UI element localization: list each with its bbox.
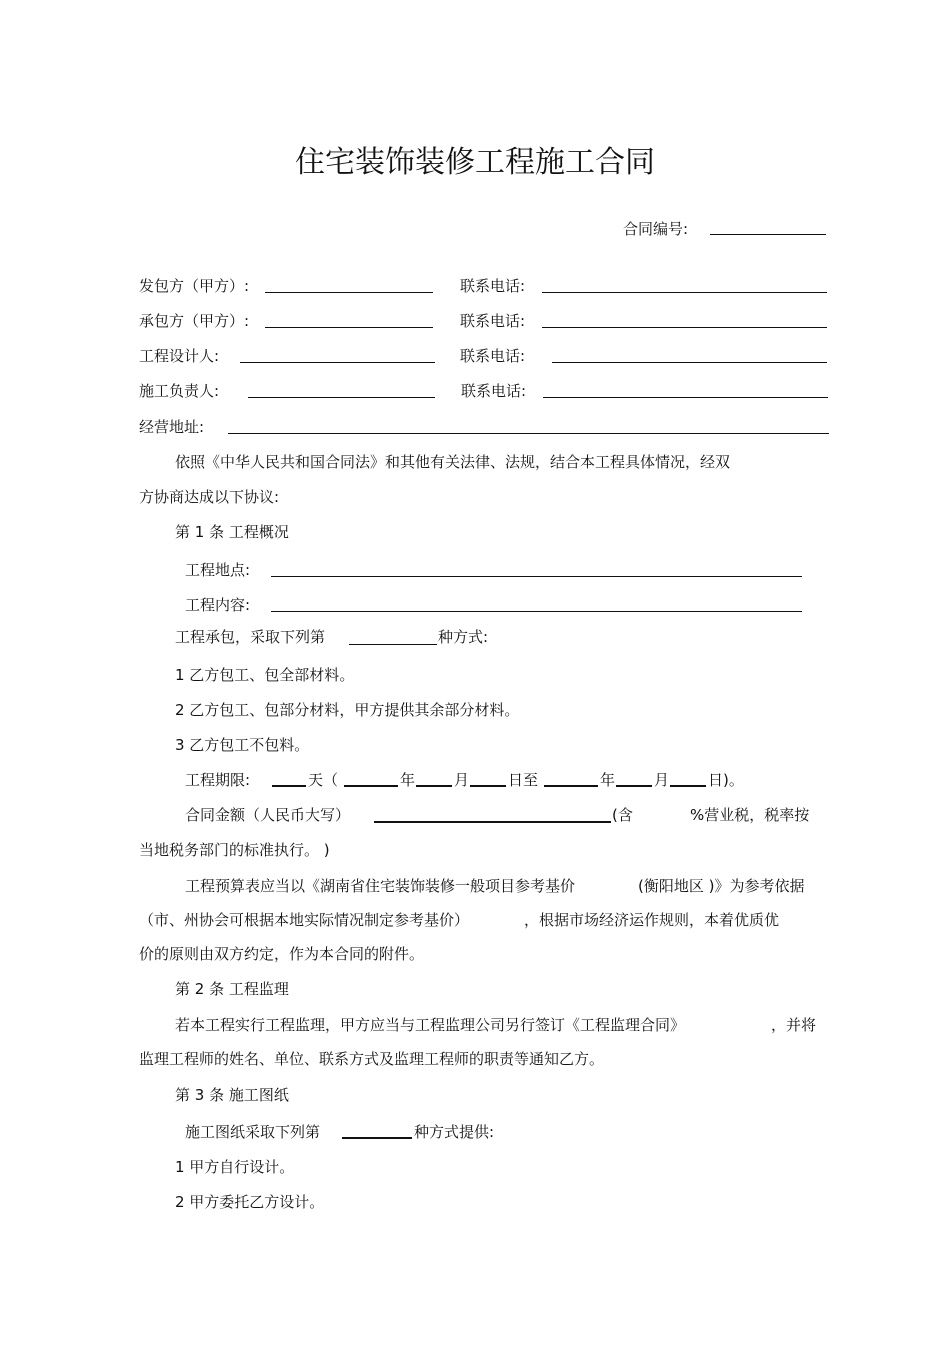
period-from-text: 日至 (508, 771, 539, 789)
drawing-option-1: 1 甲方自行设计。 (175, 1158, 295, 1176)
contractor-label: 承包方（甲方）: (139, 312, 250, 330)
period-day-text: 天（ (308, 771, 339, 789)
period-month2-text: 月 (654, 771, 670, 789)
client-phone-label: 联系电话: (460, 277, 526, 295)
period-label: 工程期限: (185, 771, 251, 789)
contractor-field[interactable] (265, 327, 433, 328)
manager-label: 施工负责人: (139, 382, 220, 400)
client-field[interactable] (265, 292, 433, 293)
client-label: 发包方（甲方）: (139, 277, 250, 295)
article-1-heading: 第 1 条 工程概况 (175, 523, 289, 541)
period-year2-text: 年 (600, 771, 616, 789)
article-2-line-2: 监理工程师的姓名、单位、联系方式及监理工程师的职责等通知乙方。 (139, 1050, 605, 1068)
intro-line-2: 方协商达成以下协议: (139, 488, 280, 506)
contract-no-label: 合同编号: (623, 220, 689, 238)
period-month1-text: 月 (454, 771, 470, 789)
manager-field[interactable] (248, 397, 435, 398)
budget-line-3: 价的原则由双方约定，作为本合同的附件。 (139, 945, 425, 963)
amount-line-2: 当地税务部门的标准执行。 ) (139, 841, 330, 859)
manager-phone-label: 联系电话: (461, 382, 527, 400)
drawing-mode-prefix: 施工图纸采取下列第 (185, 1123, 321, 1141)
amount-incl: (含 (612, 806, 633, 824)
manager-phone-field[interactable] (543, 397, 828, 398)
site-field[interactable] (271, 576, 802, 577)
option-1: 1 乙方包工、包全部材料。 (175, 666, 355, 684)
intro-line-1: 依照《中华人民共和国合同法》和其他有关法律、法规，结合本工程具体情况，经双 (175, 453, 731, 471)
mode-suffix: 种方式: (438, 628, 489, 646)
period-days-field[interactable] (272, 785, 306, 787)
page-title: 住宅装饰装修工程施工合同 (295, 145, 655, 180)
address-field[interactable] (228, 433, 829, 434)
content-field[interactable] (271, 611, 802, 612)
client-phone-field[interactable] (542, 292, 827, 293)
period-month2-field[interactable] (616, 785, 652, 787)
designer-phone-field[interactable] (552, 362, 827, 363)
article-3-heading: 第 3 条 施工图纸 (175, 1086, 289, 1104)
period-end-text: 日)。 (708, 771, 744, 789)
drawing-mode-field[interactable] (342, 1137, 412, 1139)
period-day2-field[interactable] (670, 785, 706, 787)
designer-field[interactable] (240, 362, 435, 363)
amount-label: 合同金额（人民币大写） (185, 806, 351, 824)
article-2-heading: 第 2 条 工程监理 (175, 980, 289, 998)
option-3: 3 乙方包工不包料。 (175, 736, 310, 754)
budget-line-1a: 工程预算表应当以《湖南省住宅装饰装修一般项目参考基价 (185, 877, 576, 895)
amount-field[interactable] (374, 821, 611, 823)
budget-line-1b: (衡阳地区 )》为参考依据 (638, 877, 805, 895)
period-year1-text: 年 (400, 771, 416, 789)
budget-line-2b: ，根据市场经济运作规则，本着优质优 (524, 911, 780, 929)
drawing-option-2: 2 甲方委托乙方设计。 (175, 1193, 325, 1211)
period-month1-field[interactable] (416, 785, 452, 787)
designer-label: 工程设计人: (139, 347, 220, 365)
period-year1-field[interactable] (344, 785, 398, 787)
budget-line-2a: （市、州协会可根据本地实际情况制定参考基价） (139, 911, 470, 929)
content-label: 工程内容: (185, 596, 251, 614)
mode-prefix: 工程承包，采取下列第 (175, 628, 326, 646)
article-2-line-1b: ，并将 (771, 1016, 817, 1034)
option-2: 2 乙方包工、包部分材料，甲方提供其余部分材料。 (175, 701, 520, 719)
mode-field[interactable] (349, 644, 437, 645)
contractor-phone-label: 联系电话: (460, 312, 526, 330)
article-2-line-1a: 若本工程实行工程监理，甲方应当与工程监理公司另行签订《工程监理合同》 (175, 1016, 686, 1034)
site-label: 工程地点: (185, 561, 251, 579)
amount-tax: %营业税，税率按 (690, 806, 810, 824)
drawing-mode-suffix: 种方式提供: (414, 1123, 495, 1141)
address-label: 经营地址: (139, 418, 205, 436)
contract-no-field[interactable] (710, 234, 826, 235)
designer-phone-label: 联系电话: (460, 347, 526, 365)
period-day1-field[interactable] (470, 785, 506, 787)
period-year2-field[interactable] (544, 785, 598, 787)
contractor-phone-field[interactable] (542, 327, 827, 328)
